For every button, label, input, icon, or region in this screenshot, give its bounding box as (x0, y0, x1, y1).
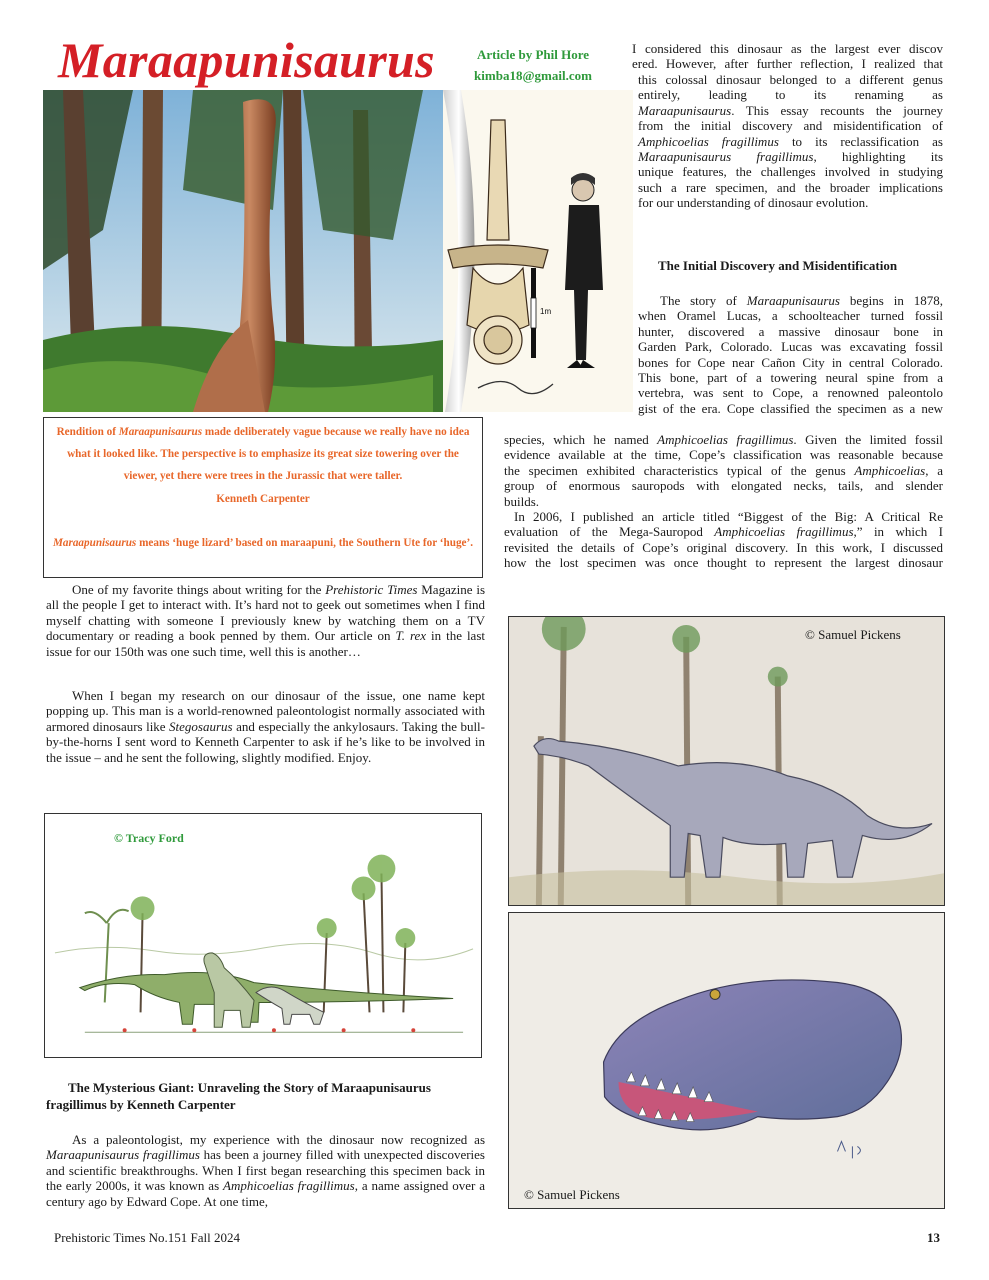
byline (460, 44, 606, 86)
right-line: evaluation of the Mega-Sauropod Amphicoelias fragillimus,” in which I (504, 524, 943, 540)
right-line: Garden Park, Colorado. Lucas was excavating fossil (638, 339, 943, 355)
section-heading-initial-discovery: The Initial Discovery and Misidentification (658, 258, 898, 273)
tracy-ford-illustration (44, 813, 482, 1058)
caption-credit: Kenneth Carpenter (216, 492, 310, 505)
pickens-credit-2: © Samuel Pickens (524, 1187, 620, 1202)
hero-caption (43, 417, 483, 578)
essay-paragraph-1: As a paleontologist, my experience with the dinosaur now recognized as Maraapunisaurus fragillimus has been a journey filled with unexpected discoveries and scientific breakthroughs. When I first began researching this specimen back in the early 2000s, it was known as Amphicoelias fragillimus, a name assigned over a century ago by Edward Cope. At one time, (46, 1132, 485, 1209)
caption-meaning (50, 532, 476, 554)
hero-illustration (43, 90, 633, 412)
right-line: evidence available at the time, Cope’s classification was reasonable because (504, 447, 943, 463)
sauropod-herd-artwork (45, 814, 481, 1057)
intro-paragraph-1: One of my favorite things about writing for the Prehistoric Times Magazine is all the people I get to interact with. It’s hard not to geek out sometimes when I find myself chatting with someone I previously knew by watching them on a TV documentary or reading a book penned by them. Our article on T. rex in the last issue for our 150th was one such time, well this is another… (46, 582, 486, 659)
caption-body: made deliberately vague because we really have no idea what it looked like. The perspective is to emphasize its great size towering over the viewer, yet there were trees in the Jurassic that were taller. (67, 426, 470, 483)
right-line: This bone, part of a towering neural spine from a (638, 370, 943, 386)
right-line: for our understanding of dinosaur evolution. (638, 195, 869, 211)
essay-heading: The Mysterious Giant: Unraveling the Story of Maraapunisaurus fragillimus by Kenneth Carpenter (46, 1080, 431, 1112)
byline-email[interactable]: kimba18@gmail.com (474, 68, 592, 83)
right-line: revisited the details of Cope’s original discovery. In this work, I discussed (504, 539, 943, 555)
pickens-head-illustration (508, 912, 945, 1209)
pickens-credit-1: © Samuel Pickens (805, 627, 901, 642)
tracy-ford-credit: © Tracy Ford (114, 831, 184, 845)
sauropod-head-artwork (509, 913, 944, 1208)
right-line: In 2006, I published an article titled “Biggest of the Big: A Critical Re (514, 509, 943, 525)
right-line: such a rare specimen, and the broader implications (638, 179, 943, 195)
right-line: group of enormous sauropods with elongated necks, tails, and slender (504, 478, 943, 494)
right-line: species, which he named Amphicoelias fragillimus. Given the limited fossil (504, 432, 943, 447)
right-line: this colossal dinosaur belonged to a different genus (638, 72, 943, 87)
right-line: gist of the era. Cope classified the specimen as a new (638, 400, 943, 416)
scale-label: 1m (540, 307, 552, 316)
intro-column-text-2 (638, 72, 943, 211)
discovery-text-wide (504, 432, 943, 571)
right-line: how the lost specimen was once thought to represent the largest dinosaur (504, 555, 943, 571)
sauropod-head (604, 980, 902, 1130)
right-line: Amphicoelias fragillimus to its reclassification as (638, 133, 943, 149)
right-line: The story of Maraapunisaurus begins in 1878, (660, 293, 943, 308)
hero-artwork (43, 90, 633, 412)
right-line: builds. (504, 493, 540, 509)
page-number: 13 (927, 1230, 940, 1245)
right-line: Maraapunisaurus fragillimus, highlighting its (638, 149, 943, 165)
caption-meaning-body: means ‘huge lizard’ based on maraapuni, the Southern Ute for ‘huge’. (136, 536, 474, 549)
right-line: when Oramel Lucas, a schoolteacher turned fossil (638, 308, 943, 324)
right-line: I considered this dinosaur as the largest ever discov (632, 41, 943, 56)
sauropod-walking-artwork (509, 617, 944, 905)
right-line: from the initial discovery and misidentification of (638, 118, 943, 134)
right-line: vertebra, was sent to Cope, a renowned paleontolo (638, 385, 943, 401)
sauropod-body (534, 739, 932, 878)
caption-species: Maraapunisaurus (118, 426, 203, 438)
byline-author: Article by Phil Hore (476, 47, 590, 62)
intro-paragraph-2: When I began my research on our dinosaur of the issue, one name kept popping up. This man is a world-renowned paleontologist normally associated with armored dinosaurs like Stegosaurus and especially the ankylosaurs. Taking the bull-by-the-horns I sent word to Kenneth Carpenter to ask if he’s like to be involved in the issue – and he sent the following, slightly modified. Enjoy. (46, 688, 485, 765)
caption-species-2: Maraapunisaurus (52, 536, 137, 549)
right-line: entirely, leading to its renaming as (638, 87, 943, 103)
discovery-text (638, 293, 943, 416)
right-line: hunter, discovered a massive dinosaur bone in (638, 323, 943, 339)
right-line: ered. However, after further reflection, I realized that (632, 56, 943, 72)
right-line: unique features, the challenges involved in studying (638, 164, 943, 180)
caption-text: Rendition of Maraapunisaurus made deliberately vague because we really have no idea what it looked like. The perspective is to emphasize its great size towering over the viewer, yet there were trees in the Jurassic that were taller. (56, 426, 470, 483)
right-line: bones for Cope near Cañon City in central Colorado. (638, 354, 943, 370)
article-title: Maraapunisaurus (58, 32, 435, 88)
footer-publication: Prehistoric Times No.151 Fall 2024 (54, 1230, 240, 1245)
intro-column-text (632, 41, 943, 72)
right-line: the specimen exhibited characteristics typical of the genus Amphicoelias, a (504, 462, 943, 478)
right-line: Maraapunisaurus. This essay recounts the journey (638, 102, 943, 118)
pickens-full-body-illustration (508, 616, 945, 906)
